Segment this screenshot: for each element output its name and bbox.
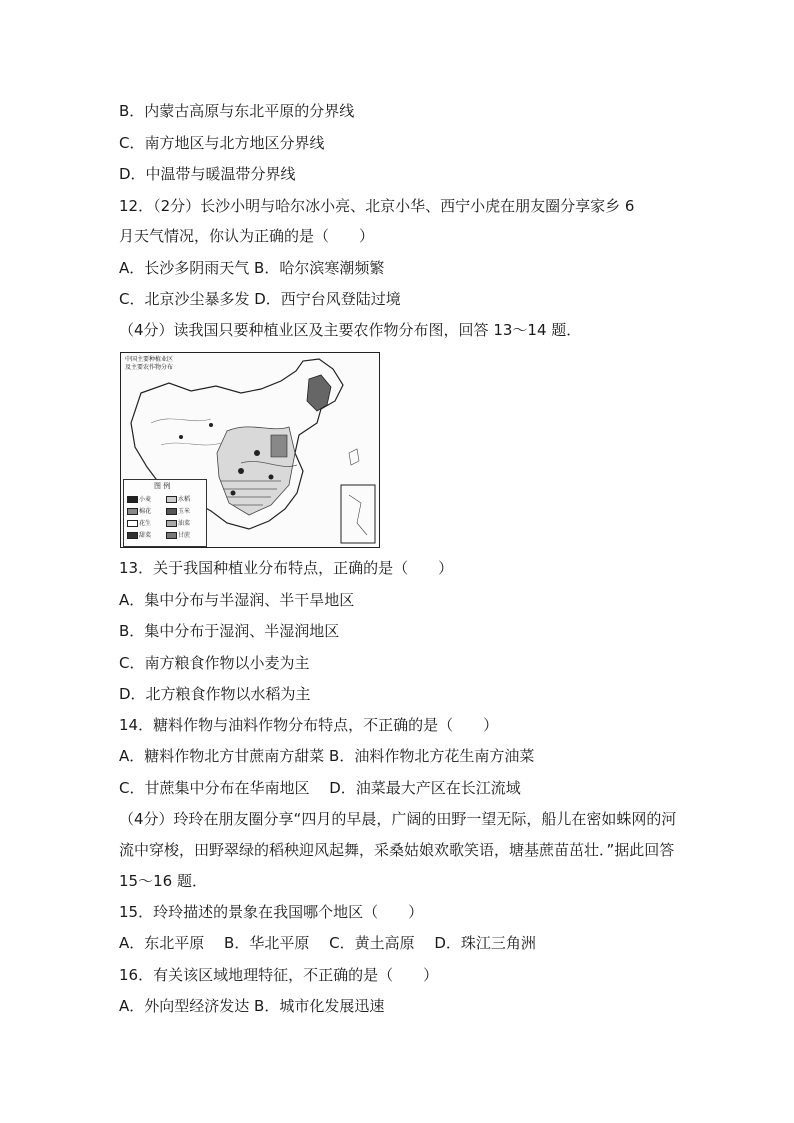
q14-stem: 14．糖料作物与油料作物分布特点，不正确的是（ ） [119, 716, 499, 734]
legend-item: 甜菜 [127, 532, 151, 540]
crop-symbol [231, 491, 236, 496]
q14-options-cd: C．甘蔗集中分布在华南地区 D．油菜最大产区在长江流域 [119, 779, 521, 797]
group-13-14-intro: （4分）读我国只要种植业区及主要农作物分布图，回答 13～14 题． [119, 321, 582, 339]
river-line-2 [161, 443, 221, 445]
river-line [151, 419, 211, 423]
q16-options-ab: A．外向型经济发达 B．城市化发展迅速 [119, 997, 385, 1015]
q13-option-c: C．南方粮食作物以小麦为主 [119, 654, 310, 672]
q12-stem-line1: 12．（2分）长沙小明与哈尔冰小亮、北京小华、西宁小虎在朋友圈分享家乡 6 [119, 197, 635, 215]
legend-item: 小麦 [127, 496, 151, 504]
legend-item: 水稻 [166, 496, 190, 504]
map-title-line1: 中国主要种植业区 [125, 356, 174, 363]
legend-title: 图 例 [154, 482, 171, 490]
crop-symbol [238, 468, 244, 474]
crop-symbol [269, 475, 274, 480]
map-title-line2: 及主要农作物分布 [125, 364, 174, 371]
q15-stem: 15．玲玲描述的景象在我国哪个地区（ ） [119, 903, 424, 921]
south-china-sea-inset [341, 485, 375, 543]
crop-symbol [179, 435, 183, 439]
q11-option-c: C．南方地区与北方地区分界线 [119, 134, 325, 152]
legend-item: 花生 [127, 520, 151, 528]
q12-stem-line2: 月天气情况，你认为正确的是（ ） [119, 227, 375, 245]
q13-option-b: B．集中分布于湿润、半湿润地区 [119, 622, 340, 640]
legend-item: 棉花 [127, 508, 151, 516]
q13-stem: 13．关于我国种植业分布特点，正确的是（ ） [119, 559, 454, 577]
q11-option-b: B．内蒙古高原与东北平原的分界线 [119, 102, 355, 120]
q15-options: A．东北平原 B．华北平原 C．黄土高原 D．珠江三角洲 [119, 934, 536, 952]
q12-options-ab: A．长沙多阴雨天气 B．哈尔滨寒潮频繁 [119, 259, 385, 277]
inset-coastline [349, 495, 367, 535]
map-title [125, 356, 173, 372]
legend-item: 油菜 [166, 520, 190, 528]
q16-stem: 16．有关该区域地理特征，不正确的是（ ） [119, 966, 439, 984]
q12-options-cd: C．北京沙尘暴多发 D．西宁台风登陆过境 [119, 290, 401, 308]
legend-item: 玉米 [166, 508, 190, 516]
q11-option-d: D．中温带与暖温带分界线 [119, 165, 296, 183]
map-legend [123, 479, 207, 547]
taiwan-outline [349, 449, 359, 465]
crop-symbol [254, 450, 260, 456]
group-15-16-intro: （4分）玲玲在朋友圈分享“四月的早晨，广阔的田野一望无际，船儿在密如蛛网的河流中穿梭，田野翠绿的稻秧迎风起舞，采桑姑娘欢歌笑语，塘基蔗苗茁壮．”据此回答 15～16 题． [119, 810, 677, 890]
north-china-crop-area [271, 435, 287, 457]
q14-options-ab: A．糖料作物北方甘蔗南方甜菜 B．油料作物北方花生南方油菜 [119, 747, 535, 765]
legend-item: 甘蔗 [166, 532, 190, 540]
crop-symbol [209, 423, 213, 427]
q13-option-d: D．北方粮食作物以水稻为主 [119, 685, 311, 703]
q13-option-a: A．集中分布与半湿润、半干旱地区 [119, 591, 355, 609]
crop-distribution-map [120, 352, 380, 548]
